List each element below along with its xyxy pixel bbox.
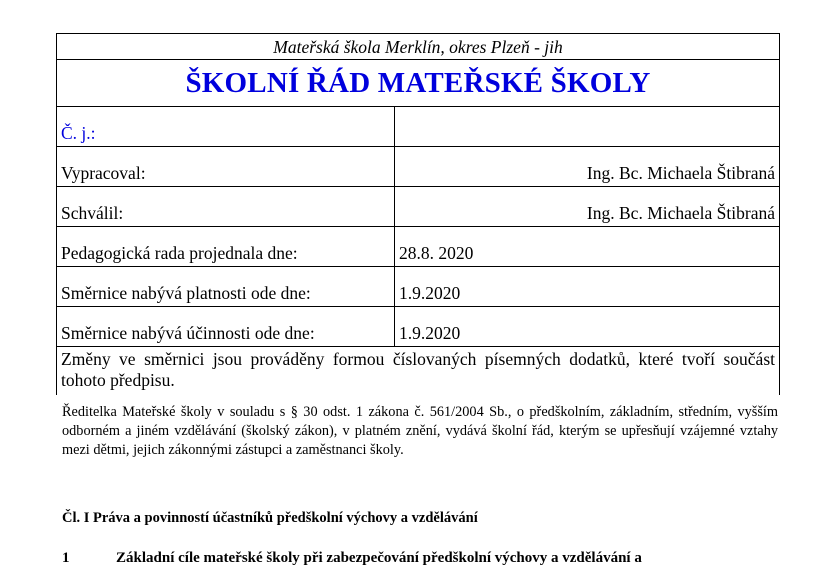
validity-date-label: Směrnice nabývá platnosti ode dne: bbox=[57, 267, 395, 307]
approved-by-label: Schválil: bbox=[57, 187, 395, 227]
prepared-by-value: Ing. Bc. Michaela Štibraná bbox=[395, 147, 780, 187]
approved-by-value: Ing. Bc. Michaela Štibraná bbox=[395, 187, 780, 227]
table-row bbox=[57, 187, 780, 227]
table-row bbox=[57, 227, 780, 267]
title-row bbox=[57, 60, 780, 107]
validity-date-value: 1.9.2020 bbox=[395, 267, 780, 307]
school-name-row bbox=[57, 34, 780, 60]
table-row bbox=[57, 307, 780, 347]
item-number: 1 bbox=[62, 550, 70, 566]
prepared-by-label: Vypracoval: bbox=[57, 147, 395, 187]
section-heading: Čl. I Práva a povinností účastníků předškolní výchovy a vzdělávání bbox=[62, 510, 478, 526]
effective-date-value: 1.9.2020 bbox=[395, 307, 780, 347]
reference-number-value bbox=[395, 107, 780, 147]
table-row bbox=[57, 147, 780, 187]
reference-number-label: Č. j.: bbox=[57, 107, 395, 147]
list-item bbox=[62, 550, 782, 567]
header-table bbox=[56, 33, 780, 395]
table-row bbox=[57, 107, 780, 147]
school-name: Mateřská škola Merklín, okres Plzeň - jih bbox=[57, 34, 780, 60]
council-date-value: 28.8. 2020 bbox=[395, 227, 780, 267]
effective-date-label: Směrnice nabývá účinnosti ode dne: bbox=[57, 307, 395, 347]
document-title: ŠKOLNÍ ŘÁD MATEŘSKÉ ŠKOLY bbox=[57, 60, 780, 107]
table-row bbox=[57, 267, 780, 307]
council-date-label: Pedagogická rada projednala dne: bbox=[57, 227, 395, 267]
item-text: Základní cíle mateřské školy při zabezpečování předškolní výchovy a vzdělávání a bbox=[116, 550, 642, 566]
intro-paragraph: Ředitelka Mateřské školy v souladu s § 30 odst. 1 zákona č. 561/2004 Sb., o předškolním, základním, středním, vyšším odborném a jiném vzdělávání (školský zákon), v platném znění, vydává školní řád, kterým se upřesňují vzájemné vztahy mezi dětmi, jejich zákonnými zástupci a zaměstnanci školy. bbox=[62, 404, 778, 458]
note-row bbox=[57, 347, 780, 396]
amendment-note: Změny ve směrnici jsou prováděny formou číslovaných písemných dodatků, které tvoří součást tohoto předpisu. bbox=[57, 347, 780, 396]
